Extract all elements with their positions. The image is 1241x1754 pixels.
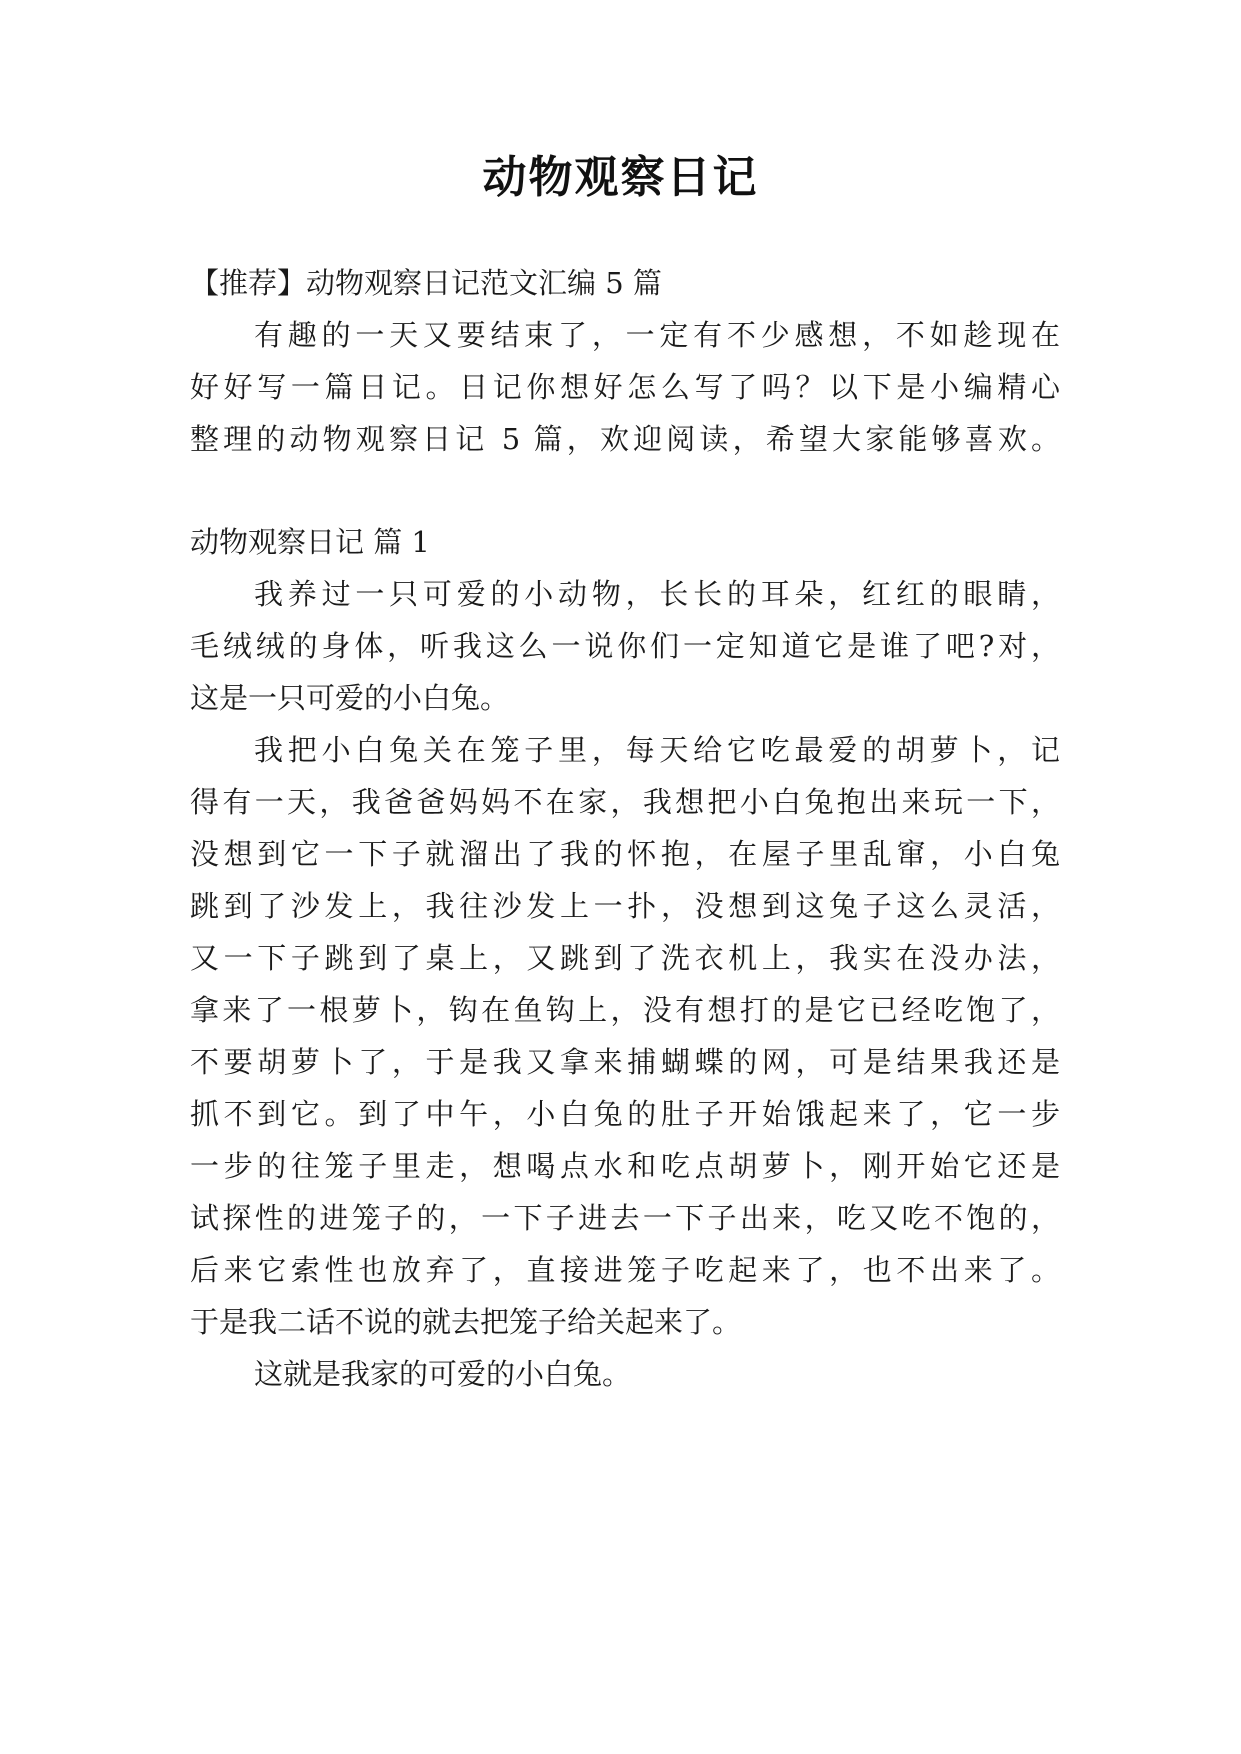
section-heading: 动物观察日记 篇 1	[190, 525, 430, 559]
paragraph-line: 毛绒绒的身体，听我这么一说你们一定知道它是谁了吧?对，	[190, 629, 1060, 663]
paragraph-line: 试探性的进笼子的，一下子进去一下子出来，吃又吃不饱的，	[190, 1201, 1060, 1235]
paragraph-line: 得有一天，我爸爸妈妈不在家，我想把小白兔抱出来玩一下，	[190, 785, 1060, 819]
paragraph-line: 又一下子跳到了桌上，又跳到了洗衣机上，我实在没办法，	[190, 941, 1060, 975]
intro-line: 好好写一篇日记。日记你想好怎么写了吗？以下是小编精心	[190, 370, 1060, 404]
intro-line: 整理的动物观察日记 5 篇，欢迎阅读，希望大家能够喜欢。	[190, 422, 1060, 456]
document-title: 动物观察日记	[482, 152, 759, 203]
paragraph-line: 我把小白兔关在笼子里，每天给它吃最爱的胡萝卜，记	[254, 733, 1060, 767]
paragraph-line: 这是一只可爱的小白兔。	[190, 681, 510, 715]
intro-line: 有趣的一天又要结束了，一定有不少感想，不如趁现在	[254, 318, 1060, 352]
paragraph-line: 没想到它一下子就溜出了我的怀抱，在屋子里乱窜，小白兔	[190, 837, 1060, 871]
paragraph-line: 于是我二话不说的就去把笼子给关起来了。	[190, 1305, 742, 1339]
paragraph-line: 拿来了一根萝卜，钩在鱼钩上，没有想打的是它已经吃饱了，	[190, 993, 1060, 1027]
paragraph-line: 不要胡萝卜了，于是我又拿来捕蝴蝶的网，可是结果我还是	[190, 1045, 1060, 1079]
paragraph-line: 这就是我家的可爱的小白兔。	[254, 1357, 632, 1391]
paragraph-line: 一步的往笼子里走，想喝点水和吃点胡萝卜，刚开始它还是	[190, 1149, 1060, 1183]
paragraph-line: 后来它索性也放弃了，直接进笼子吃起来了，也不出来了。	[190, 1253, 1060, 1287]
paragraph-line: 抓不到它。到了中午，小白兔的肚子开始饿起来了，它一步	[190, 1097, 1060, 1131]
paragraph-line: 我养过一只可爱的小动物，长长的耳朵，红红的眼睛，	[254, 577, 1060, 611]
intro-heading: 【推荐】动物观察日记范文汇编 5 篇	[190, 266, 662, 300]
paragraph-line: 跳到了沙发上，我往沙发上一扑，没想到这兔子这么灵活，	[190, 889, 1060, 923]
